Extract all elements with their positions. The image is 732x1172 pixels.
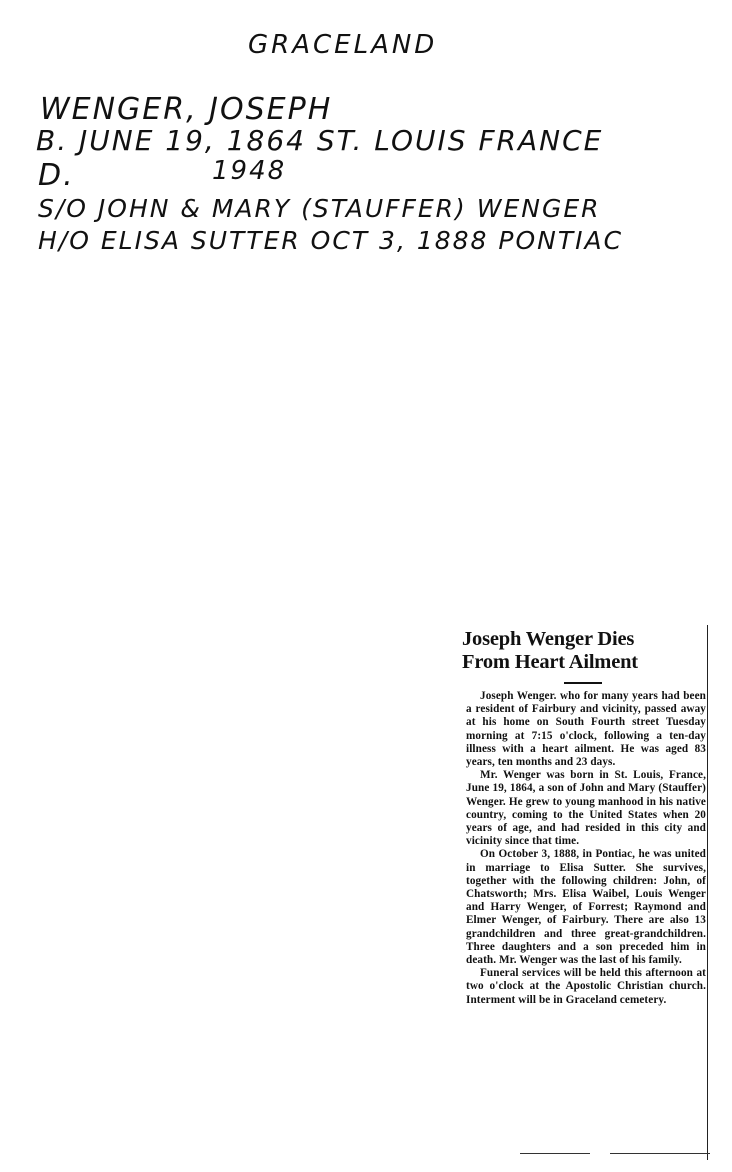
clipping-headline [462, 628, 708, 674]
paragraph: Funeral services will be held this afternoon at two o'clock at the Apostolic Christian church. Interment will be in Graceland cemetery. [466, 967, 706, 1006]
paragraph: On October 3, 1888, in Pontiac, he was united in marriage to Elisa Sutter. She survives, together with the following children: John, of Chatsworth; Mrs. Elisa Waibel, Louis Wenger and Harry Wenger, of Forrest; Raymond and Elmer Wenger, of Fairbury. There are also 13 grandchildren and three great-grandchildren. Three daughters and a son preceded him in death. Mr. Wenger was the last of his family. [466, 848, 706, 967]
death-year: 1948 [212, 156, 287, 186]
spouse-line: H/O ELISA SUTTER OCT 3, 1888 PONTIAC [38, 226, 624, 255]
headline-line-1: Joseph Wenger Dies [462, 628, 635, 650]
birth-line: B. JUNE 19, 1864 ST. LOUIS FRANCE [36, 124, 604, 157]
death-label: D. [38, 158, 75, 193]
headline-line-2: From Heart Ailment [462, 651, 638, 673]
obituary-text [466, 690, 706, 1007]
parents-line: S/O JOHN & MARY (STAUFFER) WENGER [38, 194, 601, 223]
cemetery-name: GRACELAND [248, 30, 438, 60]
paragraph: Joseph Wenger. who for many years had been a resident of Fairbury and vicinity, passed away at his home on South Fourth street Tuesday morning at 7:15 o'clock, following a ten-day illness with a heart ailment. He was aged 83 years, ten months and 23 days. [466, 690, 706, 769]
deceased-name: WENGER, JOSEPH [40, 92, 333, 127]
newspaper-clipping [452, 628, 708, 1158]
headline-divider [564, 682, 602, 684]
paragraph: Mr. Wenger was born in St. Louis, France, June 19, 1864, a son of John and Mary (Stauffer) Wenger. He grew to young manhood in his native country, coming to the United States when 20 years of age, and had resided in this city and vicinity since that time. [466, 769, 706, 848]
